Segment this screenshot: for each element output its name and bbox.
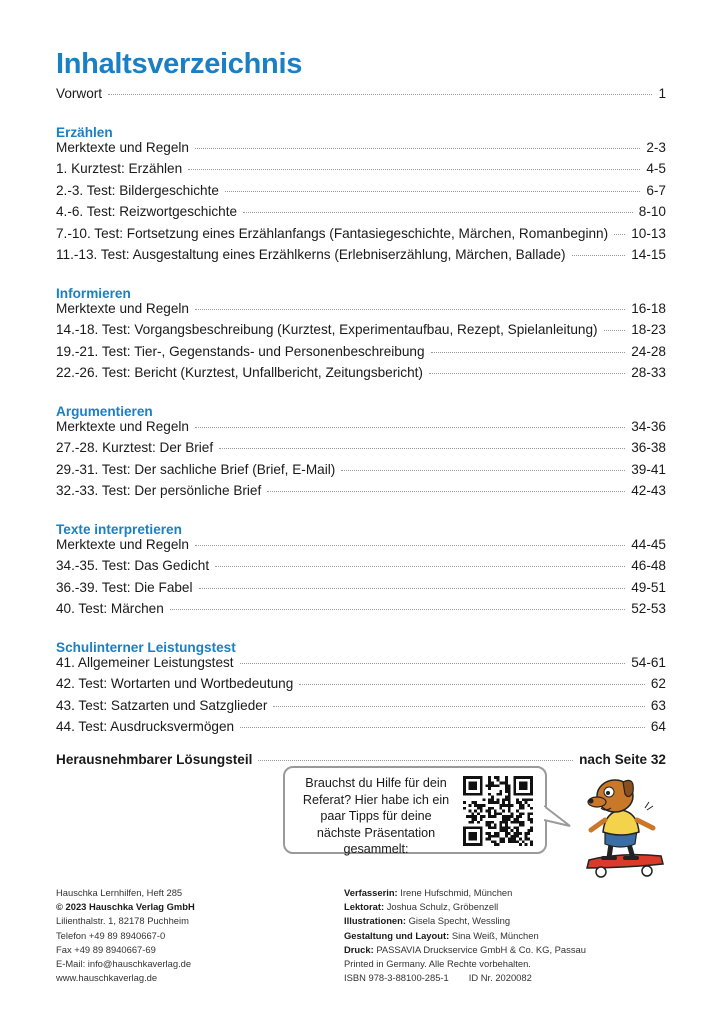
toc-entry[interactable] [56,698,666,720]
toc-entry-page: 18-23 [631,322,666,337]
toc-section-heading: Argumentieren [56,403,153,419]
toc-entry-page: 14-15 [631,247,666,262]
dot-leader [195,545,625,546]
toc-entry-label: 22.-26. Test: Bericht (Kurztest, Unfallbericht, Zeitungsbericht) [56,365,423,380]
toc-entry-label: 41. Allgemeiner Leistungstest [56,654,234,670]
qr-code-icon[interactable] [463,776,533,846]
dot-leader [243,212,633,213]
dot-leader [240,727,645,728]
toc-entry-page: 44-45 [631,536,666,552]
dot-leader [195,427,625,428]
isbn-line: ISBN 978-3-88100-285-1 ID Nr. 2020082 [344,972,532,984]
toc-entry-page: 2-3 [646,139,666,155]
dot-leader [199,588,626,589]
speech-bubble-tail [544,800,574,830]
credit-illustration: Illustrationen: Gisela Specht, Wessling [344,915,511,927]
dot-leader [195,148,640,149]
toc-entry[interactable] [56,344,666,366]
footer-credits [344,886,586,985]
toc-entry[interactable] [56,580,666,602]
toc-entry-page: nach Seite 32 [579,751,666,767]
dot-leader [614,234,625,235]
toc-entry[interactable] [56,419,666,441]
toc-entry-page: 34-36 [631,418,666,434]
toc-entry[interactable] [56,322,666,344]
toc-entry-page: 39-41 [631,461,666,477]
toc-entry-label: 19.-21. Test: Tier-, Gegenstands- und Personenbeschreibung [56,343,425,359]
dot-leader [299,684,645,685]
toc-entry-label: 44. Test: Ausdrucksvermögen [56,719,235,734]
toc-entry-label: Merktexte und Regeln [56,139,189,155]
toc-entry-label: 29.-31. Test: Der sachliche Brief (Brief, E-Mail) [56,461,336,477]
toc-entry-page: 36-38 [631,440,666,455]
page-title: Inhaltsverzeichnis [56,48,303,80]
toc-entry-label: 2.-3. Test: Bildergeschichte [56,182,219,198]
speech-bubble [283,766,547,854]
toc-entry[interactable] [56,558,666,580]
dot-leader [572,255,626,256]
toc-section-heading: Erzählen [56,124,113,140]
dot-leader [341,470,625,471]
dot-leader [108,94,652,95]
toc-entry-page: 62 [650,676,666,691]
toc-entry-label: 27.-28. Kurztest: Der Brief [56,440,214,455]
footer-publisher [56,886,195,985]
toc-entry-label: 4.-6. Test: Reizwortgeschichte [56,204,238,219]
toc-entry[interactable] [56,676,666,698]
toc-entry-page: 16-18 [631,300,666,316]
dot-leader [267,491,625,492]
toc-entry[interactable] [56,655,666,677]
toc-entry[interactable] [56,183,666,205]
toc-entry-label: 32.-33. Test: Der persönliche Brief [56,483,262,498]
toc-section-heading: Texte interpretieren [56,521,182,537]
dot-leader [188,169,640,170]
dot-leader [604,330,626,331]
dot-leader [215,566,625,567]
toc-entry-label: 43. Test: Satzarten und Satzglieder [56,697,268,713]
toc-entry[interactable] [56,462,666,484]
toc-entry-label: 7.-10. Test: Fortsetzung eines Erzählanfangs (Fantasiegeschichte, Märchen, Romanbeginn) [56,225,609,241]
toc-entry[interactable] [56,440,666,462]
fax: Fax +49 89 8940667-69 [56,943,156,955]
toc-entry-page: 42-43 [631,483,666,498]
printed-note: Printed in Germany. Alle Rechte vorbehalten. [344,958,531,970]
toc-entry-page: 10-13 [631,225,666,241]
credit-author: Verfasserin: Irene Hufschmid, München [344,887,513,898]
toc-entry[interactable] [56,365,666,387]
toc-entry[interactable] [56,601,666,623]
toc-entry-label: 34.-35. Test: Das Gedicht [56,558,210,573]
dot-leader [258,760,573,761]
toc-entry-label: Merktexte und Regeln [56,536,189,552]
credit-layout: Gestaltung und Layout: Sina Weiß, München [344,929,539,941]
dot-leader [195,309,625,310]
phone: Telefon +49 89 8940667-0 [56,929,166,941]
table-of-contents [56,86,666,773]
bubble-text: Brauchst du Hilfe für dein Referat? Hier habe ich ein paar Tipps für deine nächste Präsentation gesammelt: [302,776,450,856]
dot-leader [225,191,640,192]
toc-entry-label: 1. Kurztest: Erzählen [56,161,183,176]
toc-entry-page: 1 [658,86,666,101]
toc-entry[interactable] [56,483,666,505]
dot-leader [429,373,625,374]
toc-entry-page: 63 [650,697,666,713]
toc-entry[interactable] [56,204,666,226]
toc-entry-label: Merktexte und Regeln [56,418,189,434]
toc-entry[interactable] [56,226,666,248]
toc-entry-page: 24-28 [631,343,666,359]
toc-entry[interactable] [56,247,666,269]
toc-entry-label: 42. Test: Wortarten und Wortbedeutung [56,676,294,691]
toc-entry-page: 64 [650,719,666,734]
toc-entry-page: 8-10 [638,204,666,219]
toc-entry-page: 28-33 [631,365,666,380]
toc-entry-page: 6-7 [646,182,666,198]
toc-entry[interactable] [56,537,666,559]
toc-entry[interactable] [56,161,666,183]
toc-entry-page: 54-61 [631,654,666,670]
toc-entry-page: 4-5 [646,161,666,176]
toc-entry[interactable] [56,719,666,741]
toc-entry-label: 11.-13. Test: Ausgestaltung eines Erzählkerns (Erlebniserzählung, Märchen, Ballade) [56,247,566,262]
website-link[interactable]: www.hauschkaverlag.de [56,972,158,984]
toc-section-heading: Schulinterner Leistungstest [56,639,236,655]
toc-section-heading: Informieren [56,285,131,301]
dot-leader [240,663,626,664]
dot-leader [219,448,625,449]
toc-entry-label: 14.-18. Test: Vorgangsbeschreibung (Kurztest, Experimentaufbau, Rezept, Spielanleitung) [56,322,598,337]
toc-entry-label: Merktexte und Regeln [56,300,189,316]
toc-entry-label: Vorwort [56,86,103,101]
address: Lilienthalstr. 1, 82178 Puchheim [56,915,189,927]
toc-entry-label: Herausnehmbarer Lösungsteil [56,751,253,767]
dot-leader [273,706,645,707]
dog-mascot-skateboard-icon [575,772,667,884]
toc-entry-page: 49-51 [631,579,666,595]
toc-entry[interactable] [56,140,666,162]
toc-entry-page: 52-53 [631,601,666,616]
dot-leader [170,609,625,610]
credit-editor: Lektorat: Joshua Schulz, Gröbenzell [344,901,499,913]
email-link[interactable]: E-Mail: info@hauschkaverlag.de [56,958,192,970]
toc-entry-label: 36.-39. Test: Die Fabel [56,579,193,595]
toc-entry-page: 46-48 [631,558,666,573]
copyright: © 2023 Hauschka Verlag GmbH [56,901,195,913]
dot-leader [431,352,626,353]
toc-entry[interactable] [56,301,666,323]
toc-entry-vorwort[interactable] [56,86,666,108]
series-info: Hauschka Lernhilfen, Heft 285 [56,887,183,898]
credit-print: Druck: PASSAVIA Druckservice GmbH & Co. KG, Passau [344,943,586,955]
toc-entry-label: 40. Test: Märchen [56,601,164,616]
